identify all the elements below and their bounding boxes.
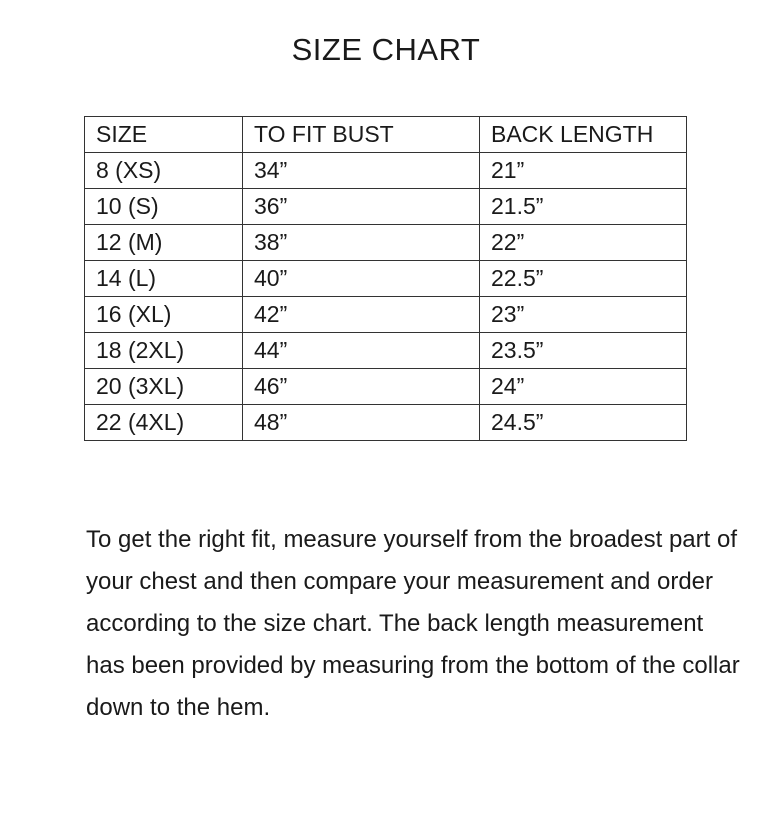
bust-cell: 36” bbox=[243, 189, 480, 225]
table-row bbox=[85, 189, 687, 225]
table-body bbox=[85, 117, 687, 441]
back-length-cell: 21” bbox=[480, 153, 687, 189]
table-header-row bbox=[85, 117, 687, 153]
size-cell: 8 (XS) bbox=[85, 153, 243, 189]
table-row bbox=[85, 261, 687, 297]
table-row bbox=[85, 153, 687, 189]
header-back-length: BACK LENGTH bbox=[480, 117, 687, 153]
bust-cell: 38” bbox=[243, 225, 480, 261]
header-to-fit-bust: TO FIT BUST bbox=[243, 117, 480, 153]
back-length-cell: 23” bbox=[480, 297, 687, 333]
size-chart-table bbox=[84, 116, 687, 441]
bust-cell: 46” bbox=[243, 369, 480, 405]
bust-cell: 42” bbox=[243, 297, 480, 333]
fit-instructions: To get the right fit, measure yourself from the broadest part of your chest and then compare your measurement and order according to the size chart. The back length measurement has been provided by measuring from the bottom of the collar down to the hem. bbox=[86, 526, 740, 721]
bust-cell: 44” bbox=[243, 333, 480, 369]
table-row bbox=[85, 297, 687, 333]
table-row bbox=[85, 333, 687, 369]
back-length-cell: 24” bbox=[480, 369, 687, 405]
size-cell: 16 (XL) bbox=[85, 297, 243, 333]
size-cell: 22 (4XL) bbox=[85, 405, 243, 441]
bust-cell: 48” bbox=[243, 405, 480, 441]
size-cell: 20 (3XL) bbox=[85, 369, 243, 405]
page-title: SIZE CHART bbox=[291, 32, 481, 67]
back-length-cell: 24.5” bbox=[480, 405, 687, 441]
back-length-cell: 23.5” bbox=[480, 333, 687, 369]
header-size: SIZE bbox=[85, 117, 243, 153]
table-row bbox=[85, 405, 687, 441]
size-cell: 10 (S) bbox=[85, 189, 243, 225]
back-length-cell: 21.5” bbox=[480, 189, 687, 225]
size-cell: 14 (L) bbox=[85, 261, 243, 297]
size-cell: 18 (2XL) bbox=[85, 333, 243, 369]
bust-cell: 40” bbox=[243, 261, 480, 297]
back-length-cell: 22” bbox=[480, 225, 687, 261]
size-cell: 12 (M) bbox=[85, 225, 243, 261]
back-length-cell: 22.5” bbox=[480, 261, 687, 297]
table-row bbox=[85, 369, 687, 405]
table-row bbox=[85, 225, 687, 261]
bust-cell: 34” bbox=[243, 153, 480, 189]
